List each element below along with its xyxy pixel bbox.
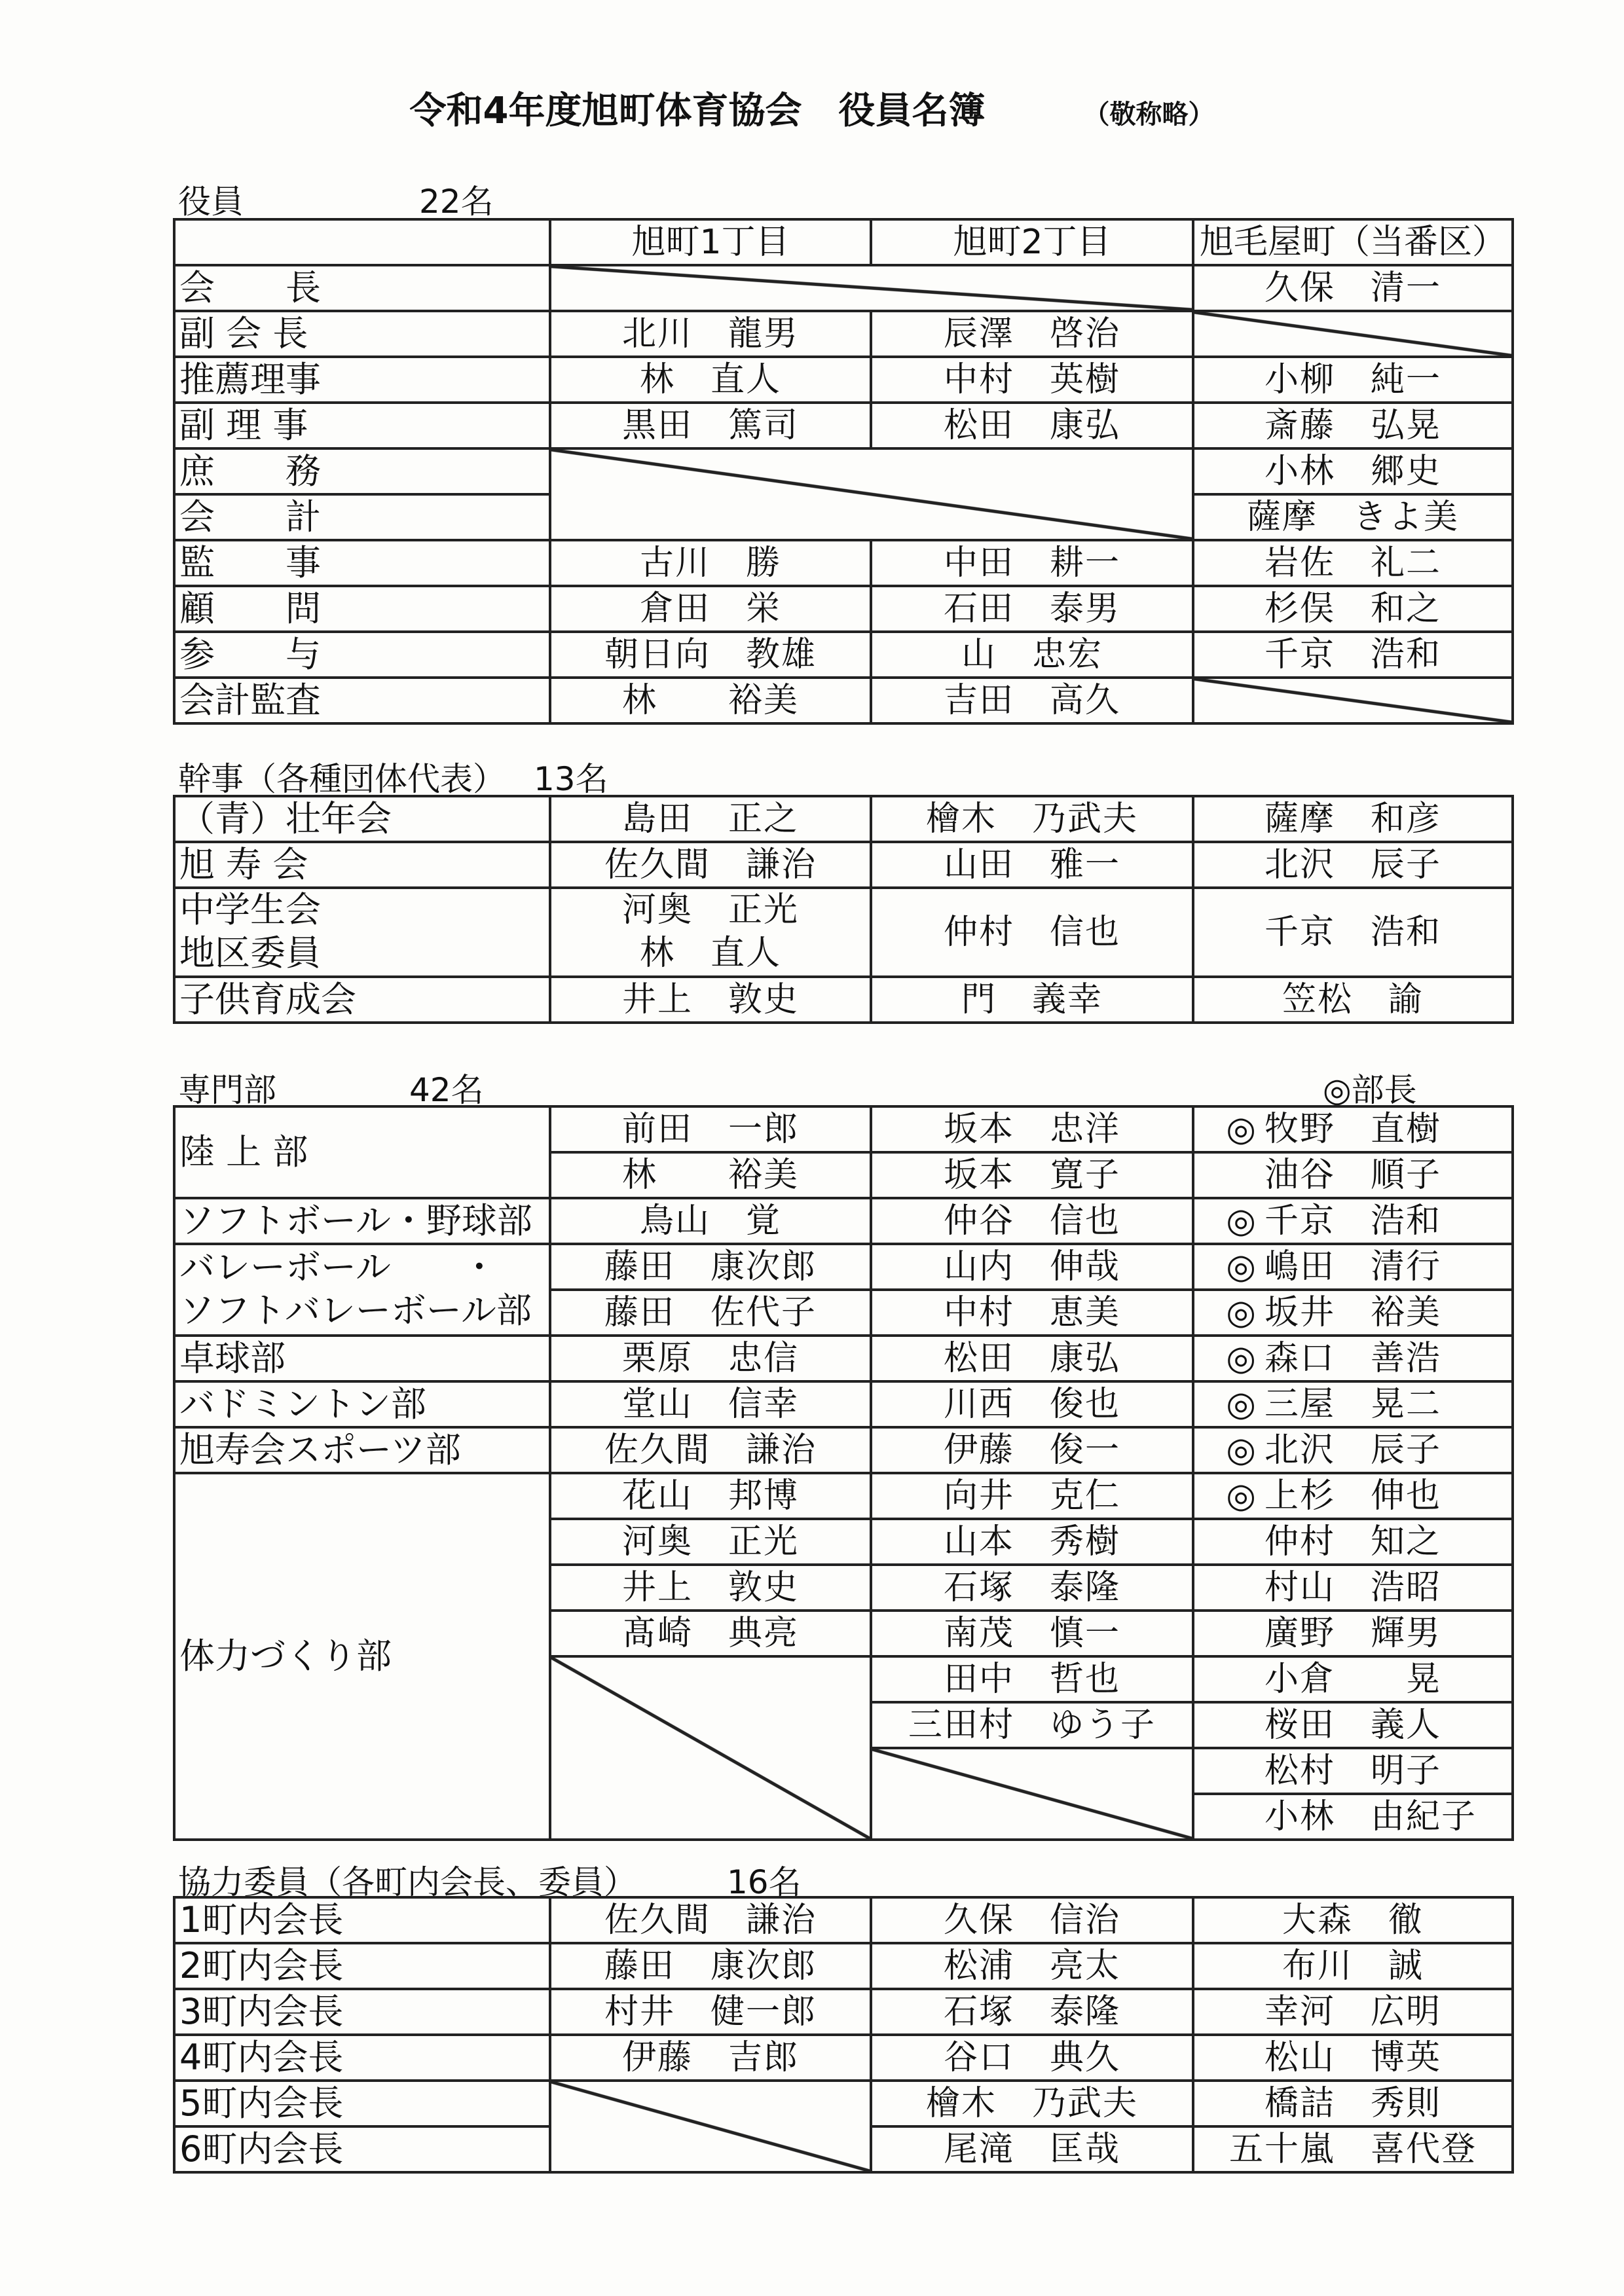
officer-role: 庶 務 — [174, 448, 550, 494]
senmon-name: 花山 邦博 — [550, 1473, 871, 1519]
senmon-row — [174, 1427, 1513, 1473]
senmon-name: 嶋田 清行 — [1264, 1247, 1442, 1286]
senmon-name: 牧野 直樹 — [1264, 1110, 1442, 1149]
officer-cell-empty — [550, 265, 1193, 311]
senmon-name: 森口 善浩 — [1264, 1339, 1442, 1378]
officer-name: 中村 英樹 — [871, 357, 1193, 403]
senmon-name: 藤田 康次郎 — [550, 1244, 871, 1290]
kanji-name: 井上 敦史 — [550, 977, 871, 1023]
officer-name: 小柳 純一 — [1193, 357, 1513, 403]
kyoryoku-row — [174, 1943, 1513, 1989]
senmon-name: 南茂 慎一 — [871, 1611, 1193, 1656]
officer-cell-empty — [550, 448, 1193, 540]
officer-name: 北川 龍男 — [550, 311, 871, 357]
senmon-row — [174, 1381, 1513, 1427]
kanji-heading: 幹事（各種団体代表） — [178, 760, 506, 798]
kanji-name-group — [550, 888, 871, 977]
senmon-dept: 体力づくり部 — [174, 1473, 550, 1840]
senmon-dept-group — [174, 1244, 550, 1336]
officer-name: 中田 耕一 — [871, 540, 1193, 586]
kanji-role: 中学生会 — [179, 889, 321, 930]
senmon-name: 藤田 佐代子 — [550, 1290, 871, 1336]
officers-row — [174, 265, 1513, 311]
senmon-name: 北沢 辰子 — [1264, 1430, 1442, 1470]
senmon-name: 向井 克仁 — [871, 1473, 1193, 1519]
officer-name: 久保 清一 — [1193, 265, 1513, 311]
kanji-name: 佐久間 謙治 — [550, 842, 871, 888]
kanji-row — [174, 796, 1513, 842]
officers-row — [174, 678, 1513, 723]
officer-name: 岩佐 礼二 — [1193, 540, 1513, 586]
senmon-name: 村山 浩昭 — [1264, 1568, 1442, 1607]
senmon-head-cell — [1193, 1565, 1513, 1611]
head-mark: ◎ — [1226, 1339, 1257, 1378]
senmon-name: 廣野 輝男 — [1264, 1614, 1442, 1653]
kyoryoku-role: 4町内会長 — [174, 2035, 550, 2081]
officer-name: 林 直人 — [550, 357, 871, 403]
kanji-name: 山田 雅一 — [871, 842, 1193, 888]
senmon-dept: ソフトボール・野球部 — [174, 1198, 550, 1244]
senmon-name: 松田 康弘 — [871, 1336, 1193, 1381]
kyoryoku-name: 大森 徹 — [1193, 1897, 1513, 1943]
senmon-row — [174, 1473, 1513, 1519]
head-mark: ◎ — [1226, 1201, 1257, 1241]
kanji-role: （青）壮年会 — [174, 796, 550, 842]
senmon-head-cell — [1193, 1198, 1513, 1244]
head-mark: ◎ — [1226, 1476, 1257, 1516]
officer-name: 古川 勝 — [550, 540, 871, 586]
senmon-name: 山内 伸哉 — [871, 1244, 1193, 1290]
senmon-dept: ソフトバレーボール部 — [179, 1290, 532, 1331]
senmon-name: 小倉 晃 — [1264, 1660, 1442, 1699]
kyoryoku-name: 橋詰 秀則 — [1193, 2081, 1513, 2126]
officers-row — [174, 311, 1513, 357]
officers-header-row — [174, 219, 1513, 265]
senmon-name: 坂井 裕美 — [1264, 1293, 1442, 1332]
senmon-name: 前田 一郎 — [550, 1106, 871, 1152]
officer-name: 斎藤 弘晃 — [1193, 403, 1513, 448]
senmon-name: 堂山 信幸 — [550, 1381, 871, 1427]
officers-heading: 役員 — [178, 183, 244, 221]
officer-name: 林 裕美 — [550, 678, 871, 723]
senmon-row — [174, 1198, 1513, 1244]
kanji-role: 旭 寿 会 — [174, 842, 550, 888]
senmon-legend: ◎部長 — [1323, 1071, 1417, 1109]
kyoryoku-role: 5町内会長 — [174, 2081, 550, 2126]
kanji-name: 北沢 辰子 — [1193, 842, 1513, 888]
kanji-name: 檜木 乃武夫 — [871, 796, 1193, 842]
officer-name: 黒田 篤司 — [550, 403, 871, 448]
officer-cell-empty — [1193, 311, 1513, 357]
officer-name: 薩摩 きよ美 — [1193, 494, 1513, 540]
kyoryoku-name: 村井 健一郎 — [550, 1989, 871, 2035]
officer-role: 副 理 事 — [174, 403, 550, 448]
senmon-name: 仲村 知之 — [1264, 1522, 1442, 1561]
senmon-head-cell — [1193, 1519, 1513, 1565]
senmon-name: 栗原 忠信 — [550, 1336, 871, 1381]
kanji-count: 13名 — [534, 760, 608, 798]
officer-role: 推薦理事 — [174, 357, 550, 403]
senmon-name: 仲谷 信也 — [871, 1198, 1193, 1244]
kyoryoku-row — [174, 2081, 1513, 2126]
senmon-name: 佐久間 謙治 — [550, 1427, 871, 1473]
senmon-head-cell — [1193, 1473, 1513, 1519]
kanji-name: 島田 正之 — [550, 796, 871, 842]
kyoryoku-cell-empty — [550, 2081, 871, 2172]
senmon-name: 桜田 義人 — [1264, 1705, 1442, 1745]
senmon-head-cell — [1193, 1336, 1513, 1381]
senmon-count: 42名 — [409, 1071, 484, 1109]
senmon-name: 中村 恵美 — [871, 1290, 1193, 1336]
kyoryoku-name: 布川 誠 — [1193, 1943, 1513, 1989]
senmon-name: 千京 浩和 — [1264, 1201, 1442, 1241]
senmon-name: 小林 由紀子 — [1264, 1797, 1477, 1836]
officer-role: 副 会 長 — [174, 311, 550, 357]
officers-row — [174, 357, 1513, 403]
kyoryoku-row — [174, 1989, 1513, 2035]
kyoryoku-name: 尾滝 匡哉 — [871, 2126, 1193, 2172]
officer-cell-empty — [1193, 678, 1513, 723]
senmon-dept: バレーボール ・ — [179, 1247, 497, 1288]
senmon-name: 坂本 忠洋 — [871, 1106, 1193, 1152]
officer-name: 千京 浩和 — [1193, 632, 1513, 678]
officers-table — [173, 218, 1514, 725]
officer-name: 山 忠宏 — [871, 632, 1193, 678]
officers-row — [174, 540, 1513, 586]
kyoryoku-name: 石塚 泰隆 — [871, 1989, 1193, 2035]
officer-name: 辰澤 啓治 — [871, 311, 1193, 357]
officer-name: 倉田 栄 — [550, 586, 871, 632]
senmon-name: 上杉 伸也 — [1264, 1476, 1442, 1516]
kanji-name: 笠松 諭 — [1193, 977, 1513, 1023]
kyoryoku-name: 松山 博英 — [1193, 2035, 1513, 2081]
officer-role: 会 長 — [174, 265, 550, 311]
senmon-head-cell — [1193, 1290, 1513, 1336]
kyoryoku-row — [174, 1897, 1513, 1943]
senmon-name: 鳥山 覚 — [550, 1198, 871, 1244]
senmon-name: 松村 明子 — [1264, 1751, 1442, 1791]
kanji-row — [174, 977, 1513, 1023]
senmon-head-cell — [1193, 1427, 1513, 1473]
senmon-dept: 旭寿会スポーツ部 — [174, 1427, 550, 1473]
kyoryoku-name: 谷口 典久 — [871, 2035, 1193, 2081]
senmon-name: 伊藤 俊一 — [871, 1427, 1193, 1473]
officers-row — [174, 448, 1513, 494]
kanji-name: 千京 浩和 — [1193, 888, 1513, 977]
kanji-name: 河奥 正光 — [621, 890, 799, 930]
title-text: 令和4年度旭町体育協会 役員名簿 — [409, 90, 986, 132]
senmon-head-cell — [1193, 1748, 1513, 1794]
officers-row — [174, 403, 1513, 448]
senmon-head-cell — [1193, 1656, 1513, 1702]
officer-name: 小林 郷史 — [1193, 448, 1513, 494]
kanji-row — [174, 842, 1513, 888]
officer-name: 朝日向 教雄 — [550, 632, 871, 678]
senmon-row — [174, 1106, 1513, 1152]
kanji-name: 門 義幸 — [871, 977, 1193, 1023]
officer-role: 会計監査 — [174, 678, 550, 723]
senmon-head-cell — [1193, 1106, 1513, 1152]
senmon-head-cell — [1193, 1794, 1513, 1840]
officer-name: 杉俣 和之 — [1193, 586, 1513, 632]
officers-count: 22名 — [419, 183, 494, 221]
kyoryoku-name: 五十嵐 喜代登 — [1193, 2126, 1513, 2172]
kyoryoku-role: 2町内会長 — [174, 1943, 550, 1989]
head-mark: ◎ — [1226, 1385, 1257, 1424]
officer-role: 監 事 — [174, 540, 550, 586]
head-mark: ◎ — [1226, 1110, 1257, 1149]
kyoryoku-heading: 協力委員（各町内会長、委員） — [178, 1863, 637, 1901]
head-mark: ◎ — [1226, 1247, 1257, 1286]
senmon-name: 山本 秀樹 — [871, 1519, 1193, 1565]
senmon-dept: 陸 上 部 — [174, 1106, 550, 1198]
senmon-head-cell — [1193, 1152, 1513, 1198]
senmon-name: 坂本 寛子 — [871, 1152, 1193, 1198]
senmon-name: 林 裕美 — [550, 1152, 871, 1198]
kyoryoku-name: 藤田 康次郎 — [550, 1943, 871, 1989]
kyoryoku-name: 佐久間 謙治 — [550, 1897, 871, 1943]
senmon-name: 河奥 正光 — [550, 1519, 871, 1565]
senmon-table — [173, 1105, 1514, 1841]
officers-row — [174, 586, 1513, 632]
senmon-name: 三田村 ゆう子 — [871, 1702, 1193, 1748]
kanji-row — [174, 888, 1513, 977]
senmon-cell-empty — [871, 1748, 1193, 1840]
kanji-name: 林 直人 — [639, 934, 781, 973]
senmon-name: 三屋 晃二 — [1264, 1385, 1442, 1424]
kanji-role: 地区委員 — [179, 932, 321, 974]
kanji-role: 子供育成会 — [174, 977, 550, 1023]
kyoryoku-name: 檜木 乃武夫 — [871, 2081, 1193, 2126]
kanji-name: 仲村 信也 — [871, 888, 1193, 977]
officers-header-1: 旭町1丁目 — [550, 219, 871, 265]
kyoryoku-count: 16名 — [727, 1863, 802, 1901]
officer-name: 石田 泰男 — [871, 586, 1193, 632]
senmon-head-cell — [1193, 1702, 1513, 1748]
senmon-head-cell — [1193, 1611, 1513, 1656]
officer-name: 吉田 高久 — [871, 678, 1193, 723]
senmon-name: 髙崎 典亮 — [550, 1611, 871, 1656]
kanji-table — [173, 795, 1514, 1024]
officer-role: 顧 問 — [174, 586, 550, 632]
head-mark: ◎ — [1226, 1293, 1257, 1332]
kyoryoku-role: 3町内会長 — [174, 1989, 550, 2035]
kyoryoku-name: 伊藤 吉郎 — [550, 2035, 871, 2081]
officer-name: 松田 康弘 — [871, 403, 1193, 448]
kyoryoku-role: 6町内会長 — [174, 2126, 550, 2172]
senmon-head-cell — [1193, 1381, 1513, 1427]
senmon-row — [174, 1244, 1513, 1290]
kyoryoku-name: 久保 信治 — [871, 1897, 1193, 1943]
kanji-role-group — [174, 888, 550, 977]
kyoryoku-role: 1町内会長 — [174, 1897, 550, 1943]
kyoryoku-table — [173, 1896, 1514, 2174]
senmon-head-cell — [1193, 1244, 1513, 1290]
senmon-row — [174, 1336, 1513, 1381]
title-note: （敬称略） — [1083, 100, 1215, 130]
kanji-name: 薩摩 和彦 — [1193, 796, 1513, 842]
officers-row — [174, 632, 1513, 678]
senmon-name: 油谷 順子 — [1264, 1156, 1442, 1195]
kyoryoku-row — [174, 2035, 1513, 2081]
document-title — [0, 82, 1624, 134]
kyoryoku-name: 幸河 広明 — [1193, 1989, 1513, 2035]
senmon-cell-empty — [550, 1656, 871, 1840]
officers-header-2: 旭町2丁目 — [871, 219, 1193, 265]
senmon-name: 田中 哲也 — [871, 1656, 1193, 1702]
officers-header-3: 旭毛屋町（当番区） — [1193, 219, 1513, 265]
senmon-dept: バドミントン部 — [174, 1381, 550, 1427]
senmon-name: 石塚 泰隆 — [871, 1565, 1193, 1611]
officers-header-blank — [174, 219, 550, 265]
officer-role: 会 計 — [174, 494, 550, 540]
head-mark: ◎ — [1226, 1430, 1257, 1470]
kyoryoku-name: 松浦 亮太 — [871, 1943, 1193, 1989]
senmon-name: 井上 敦史 — [550, 1565, 871, 1611]
officer-role: 参 与 — [174, 632, 550, 678]
senmon-name: 川西 俊也 — [871, 1381, 1193, 1427]
senmon-heading: 専門部 — [178, 1071, 276, 1109]
senmon-dept: 卓球部 — [174, 1336, 550, 1381]
